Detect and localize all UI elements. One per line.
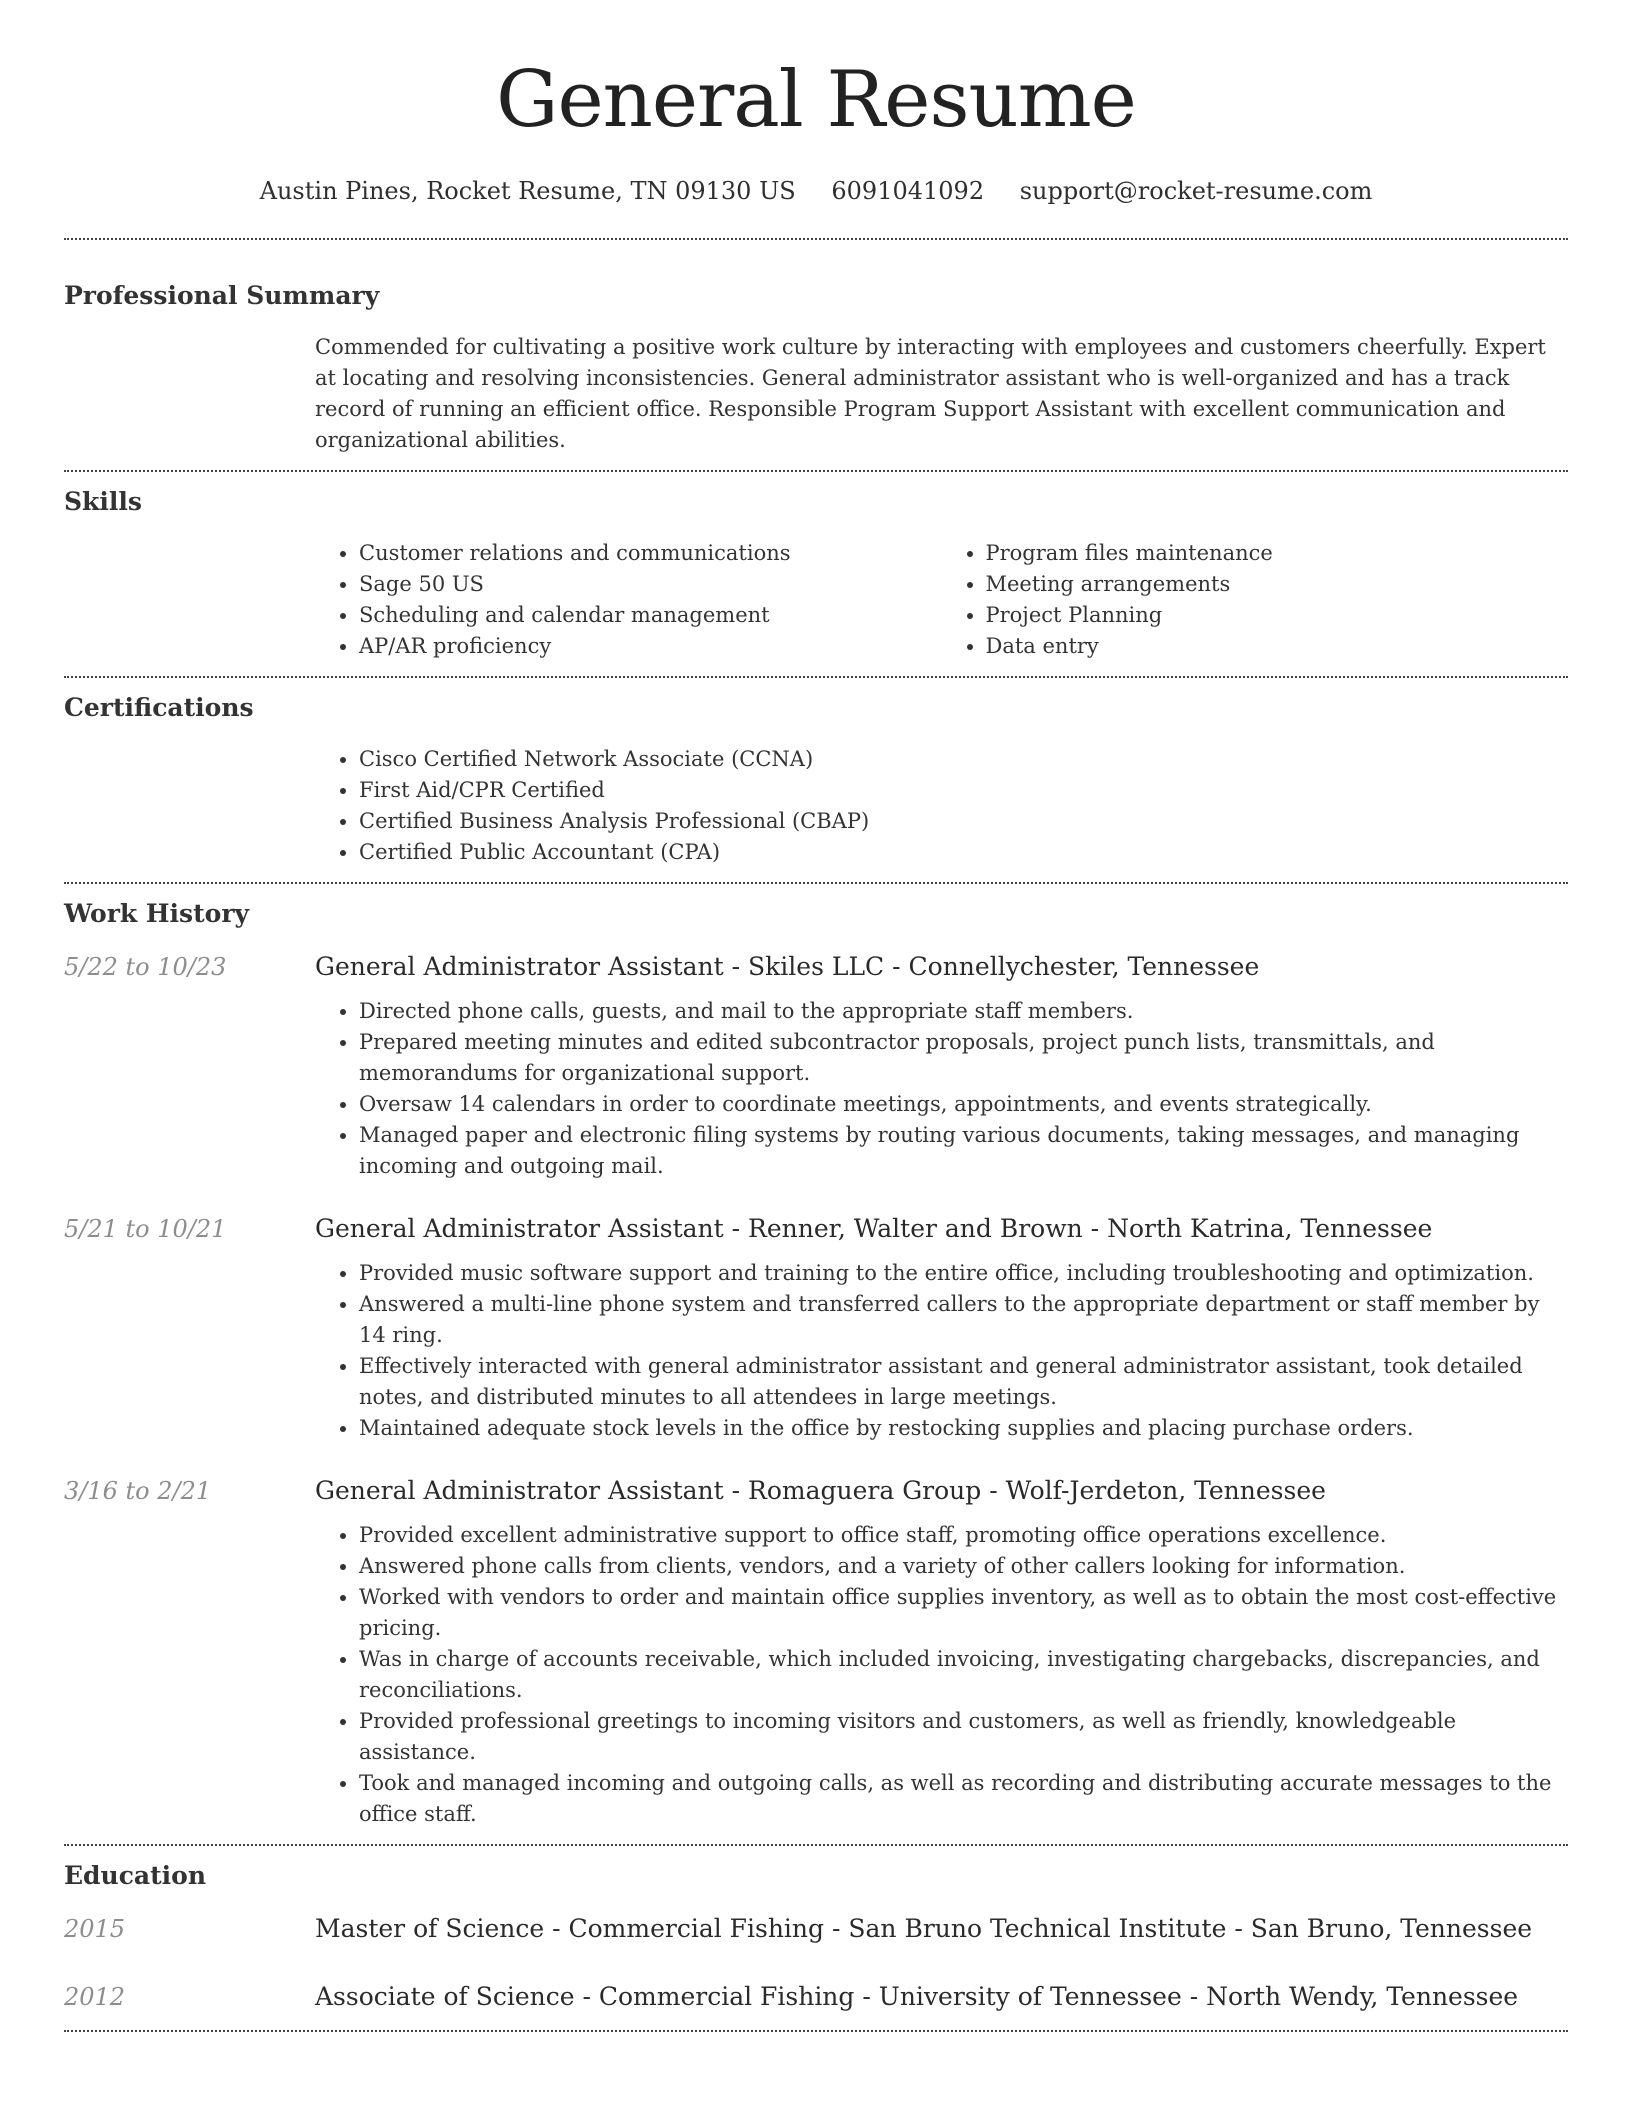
- list-item: • Cisco Certified Network Associate (CCNA): [359, 744, 1568, 775]
- job-bullet-list: [315, 1520, 1568, 1830]
- list-item: • Program files maintenance: [986, 538, 1569, 569]
- education-degree: Master of Science - Commercial Fishing - San Bruno Technical Institute - San Bruno, Tennessee: [315, 1914, 1533, 1943]
- list-item: • First Aid/CPR Certified: [359, 775, 1568, 806]
- divider: [64, 882, 1568, 884]
- section-work-history: [64, 898, 1568, 1830]
- education-year: 2015: [64, 1915, 126, 1943]
- job-bullets: [315, 996, 1568, 1182]
- list-item: • Provided music software support and training to the entire office, including troubleshooting and optimization.: [359, 1258, 1568, 1289]
- divider: [64, 2030, 1568, 2032]
- section-title-work-history: Work History: [64, 899, 250, 928]
- job-header: [64, 1212, 1568, 1246]
- job-header: [64, 1474, 1568, 1508]
- divider: [64, 470, 1568, 472]
- list-item: • Data entry: [986, 631, 1569, 662]
- list-item: • Certified Public Accountant (CPA): [359, 837, 1568, 868]
- job-dates: 5/21 to 10/21: [64, 1215, 227, 1243]
- list-item: • Scheduling and calendar management: [359, 600, 942, 631]
- list-item: • Meeting arrangements: [986, 569, 1569, 600]
- list-item: • Answered a multi-line phone system and transferred callers to the appropriate department or staff member by 14 ring.: [359, 1289, 1568, 1351]
- section-title-summary: Professional Summary: [64, 281, 380, 310]
- list-item: • Sage 50 US: [359, 569, 942, 600]
- education-entry: [64, 1912, 1568, 1946]
- resume-name: General Resume: [496, 55, 1136, 145]
- list-item: • Oversaw 14 calendars in order to coordinate meetings, appointments, and events strategically.: [359, 1089, 1568, 1120]
- education-year: 2012: [64, 1983, 126, 2011]
- job-bullet-list: [315, 1258, 1568, 1444]
- list-item: • Project Planning: [986, 600, 1569, 631]
- job-entry: [64, 1474, 1568, 1830]
- section-education: [64, 1860, 1568, 2014]
- contact-address: Austin Pines, Rocket Resume, TN 09130 US: [259, 177, 796, 205]
- skills-list-right: [942, 538, 1569, 662]
- contact-info: [64, 174, 1568, 208]
- summary-text: Commended for cultivating a positive work culture by interacting with employees and customers cheerfully. Expert at locating and resolving inconsistencies. General administrator assistant who is well-organized and has a track record of running an efficient office. Responsible Program Support Assistant with excellent communication and organizational abilities.: [315, 335, 1546, 452]
- section-title-education: Education: [64, 1861, 207, 1890]
- list-item: • Provided excellent administrative support to office staff, promoting office operations excellence.: [359, 1520, 1568, 1551]
- section-summary: [64, 280, 1568, 456]
- job-dates: 5/22 to 10/23: [64, 953, 227, 981]
- job-entry: [64, 950, 1568, 1182]
- skills-list-left: [315, 538, 942, 662]
- job-header: [64, 950, 1568, 984]
- list-item: • Provided professional greetings to incoming visitors and customers, as well as friendly, knowledgeable assistance.: [359, 1706, 1568, 1768]
- job-bullets: [315, 1520, 1568, 1830]
- list-item: • Was in charge of accounts receivable, which included invoicing, investigating chargebacks, discrepancies, and reconciliations.: [359, 1644, 1568, 1706]
- job-dates: 3/16 to 2/21: [64, 1477, 212, 1505]
- list-item: • Customer relations and communications: [359, 538, 942, 569]
- job-title: General Administrator Assistant - Skiles LLC - Connellychester, Tennessee: [315, 952, 1260, 981]
- education-entry: [64, 1980, 1568, 2014]
- list-item: • Answered phone calls from clients, vendors, and a variety of other callers looking for information.: [359, 1551, 1568, 1582]
- list-item: • Directed phone calls, guests, and mail to the appropriate staff members.: [359, 996, 1568, 1027]
- skills-grid: [315, 538, 1568, 662]
- job-title: General Administrator Assistant - Renner, Walter and Brown - North Katrina, Tennessee: [315, 1214, 1433, 1243]
- section-certifications: [64, 692, 1568, 868]
- certifications-list: [315, 744, 1568, 868]
- contact-email: support@rocket-resume.com: [1019, 177, 1373, 205]
- divider: [64, 1844, 1568, 1846]
- list-item: • Managed paper and electronic filing systems by routing various documents, taking messages, and managing incoming and outgoing mail.: [359, 1120, 1568, 1182]
- job-entry: [64, 1212, 1568, 1444]
- job-title: General Administrator Assistant - Romaguera Group - Wolf-Jerdeton, Tennessee: [315, 1476, 1326, 1505]
- list-item: • AP/AR proficiency: [359, 631, 942, 662]
- section-title-skills: Skills: [64, 487, 142, 516]
- certifications-body: [315, 744, 1568, 868]
- job-bullets: [315, 1258, 1568, 1444]
- list-item: • Maintained adequate stock levels in the office by restocking supplies and placing purchase orders.: [359, 1413, 1568, 1444]
- list-item: • Prepared meeting minutes and edited subcontractor proposals, project punch lists, transmittals, and memorandums for organizational support.: [359, 1027, 1568, 1089]
- section-title-certifications: Certifications: [64, 693, 254, 722]
- education-degree: Associate of Science - Commercial Fishing - University of Tennessee - North Wendy, Tennessee: [315, 1982, 1519, 2011]
- list-item: • Took and managed incoming and outgoing calls, as well as recording and distributing accurate messages to the office staff.: [359, 1768, 1568, 1830]
- list-item: • Certified Business Analysis Professional (CBAP): [359, 806, 1568, 837]
- list-item: • Worked with vendors to order and maintain office supplies inventory, as well as to obtain the most cost-effective pricing.: [359, 1582, 1568, 1644]
- contact-phone: 6091041092: [831, 177, 985, 205]
- job-bullet-list: [315, 996, 1568, 1182]
- divider: [64, 238, 1568, 240]
- divider: [64, 676, 1568, 678]
- section-skills: [64, 486, 1568, 662]
- list-item: • Effectively interacted with general administrator assistant and general administrator assistant, took detailed notes, and distributed minutes to all attendees in large meetings.: [359, 1351, 1568, 1413]
